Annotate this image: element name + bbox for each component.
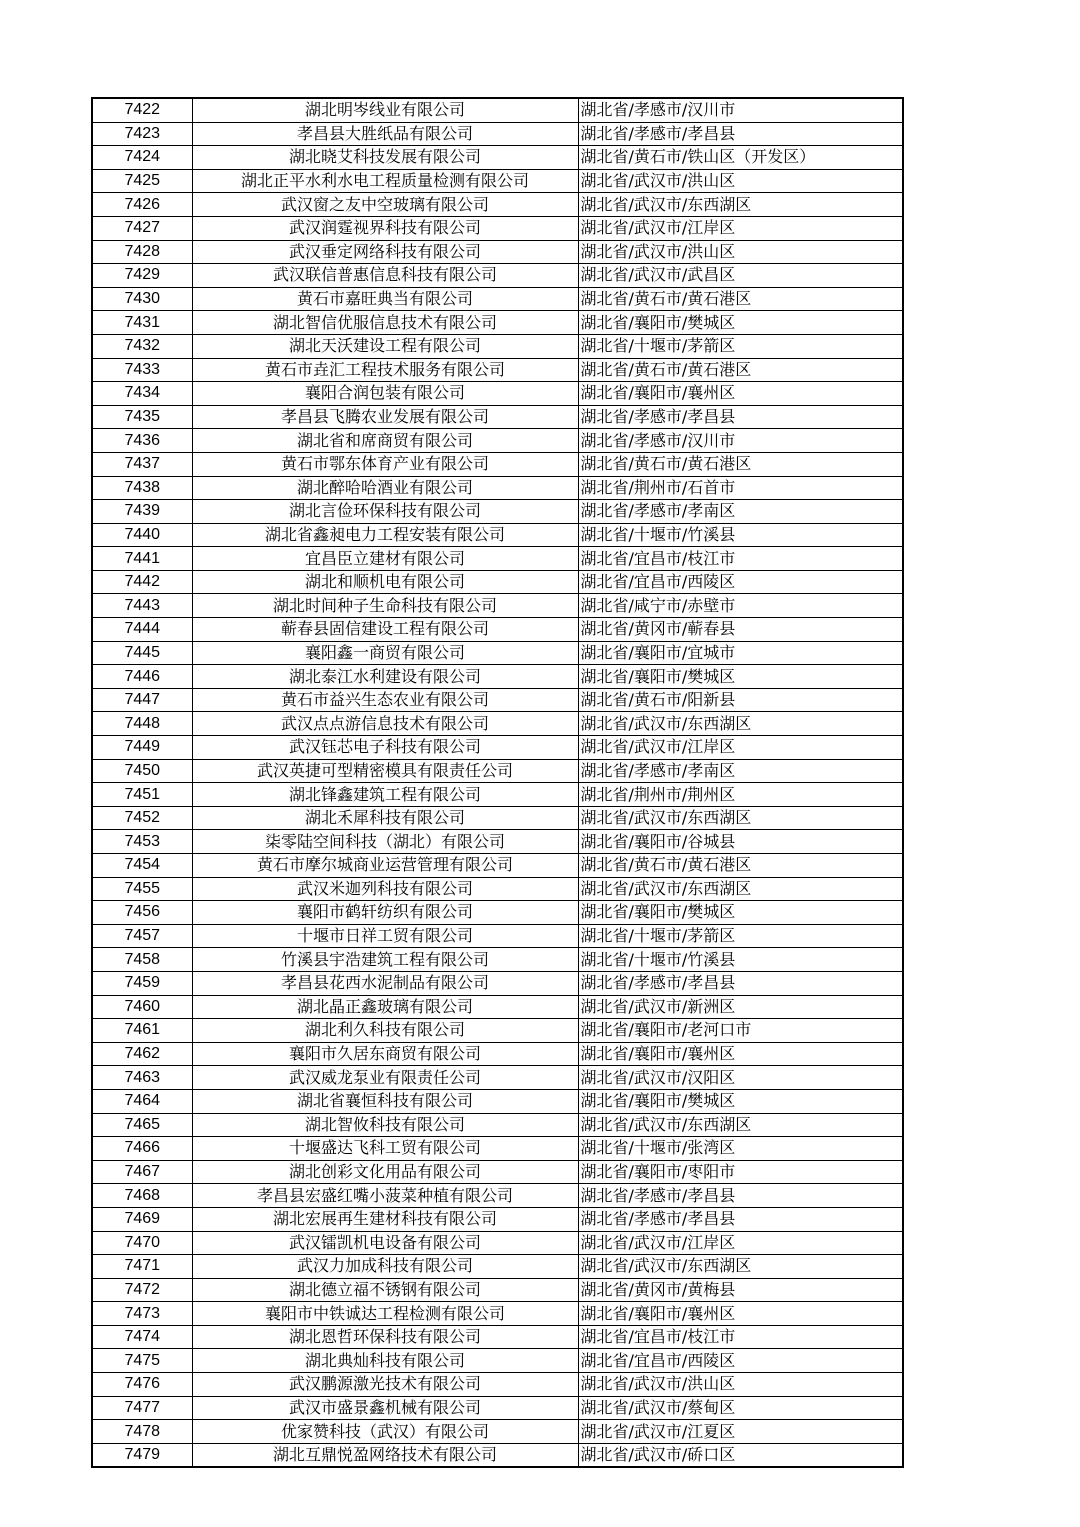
company-name-cell: 襄阳市鹤轩纺织有限公司 (192, 901, 578, 925)
region-cell: 湖北省/襄阳市/宜城市 (578, 641, 903, 665)
region-cell: 湖北省/十堰市/竹溪县 (578, 948, 903, 972)
row-number-cell: 7447 (92, 688, 192, 712)
region-cell: 湖北省/十堰市/竹溪县 (578, 523, 903, 547)
company-name-cell: 湖北智信优服信息技术有限公司 (192, 311, 578, 335)
row-number-cell: 7458 (92, 948, 192, 972)
row-number-cell: 7454 (92, 854, 192, 878)
row-number-cell: 7437 (92, 452, 192, 476)
region-cell: 湖北省/黄石市/黄石港区 (578, 358, 903, 382)
table-row (92, 122, 903, 146)
region-cell: 湖北省/武汉市/东西湖区 (578, 193, 903, 217)
table-row (92, 429, 903, 453)
table-row (92, 264, 903, 288)
region-cell: 湖北省/武汉市/武昌区 (578, 264, 903, 288)
company-name-cell: 孝昌县飞腾农业发展有限公司 (192, 405, 578, 429)
region-cell: 湖北省/孝感市/孝昌县 (578, 1184, 903, 1208)
region-cell: 湖北省/武汉市/东西湖区 (578, 712, 903, 736)
company-name-cell: 湖北醉哈哈酒业有限公司 (192, 476, 578, 500)
table-row (92, 854, 903, 878)
row-number-cell: 7445 (92, 641, 192, 665)
company-name-cell: 武汉联信普惠信息科技有限公司 (192, 264, 578, 288)
row-number-cell: 7423 (92, 122, 192, 146)
region-cell: 湖北省/武汉市/硚口区 (578, 1443, 903, 1467)
region-cell: 湖北省/武汉市/江夏区 (578, 1420, 903, 1444)
region-cell: 湖北省/黄石市/铁山区（开发区） (578, 146, 903, 170)
region-cell: 湖北省/孝感市/孝昌县 (578, 971, 903, 995)
company-name-cell: 湖北晓艾科技发展有限公司 (192, 146, 578, 170)
company-name-cell: 湖北言俭环保科技有限公司 (192, 500, 578, 524)
row-number-cell: 7467 (92, 1160, 192, 1184)
row-number-cell: 7466 (92, 1137, 192, 1161)
row-number-cell: 7448 (92, 712, 192, 736)
region-cell: 湖北省/黄石市/阳新县 (578, 688, 903, 712)
row-number-cell: 7476 (92, 1373, 192, 1397)
table-row (92, 924, 903, 948)
table-row (92, 1066, 903, 1090)
region-cell: 湖北省/黄石市/黄石港区 (578, 287, 903, 311)
row-number-cell: 7475 (92, 1349, 192, 1373)
table-row (92, 1302, 903, 1326)
table-row (92, 1349, 903, 1373)
company-name-cell: 武汉鹏源激光技术有限公司 (192, 1373, 578, 1397)
row-number-cell: 7427 (92, 216, 192, 240)
table-row (92, 500, 903, 524)
row-number-cell: 7464 (92, 1089, 192, 1113)
row-number-cell: 7459 (92, 971, 192, 995)
table-row (92, 594, 903, 618)
row-number-cell: 7438 (92, 476, 192, 500)
row-number-cell: 7436 (92, 429, 192, 453)
row-number-cell: 7422 (92, 98, 192, 122)
table-row (92, 665, 903, 689)
table-row (92, 193, 903, 217)
company-name-cell: 襄阳市久居东商贸有限公司 (192, 1042, 578, 1066)
row-number-cell: 7435 (92, 405, 192, 429)
region-cell: 湖北省/襄阳市/枣阳市 (578, 1160, 903, 1184)
company-name-cell: 湖北正平水利水电工程质量检测有限公司 (192, 169, 578, 193)
row-number-cell: 7479 (92, 1443, 192, 1467)
company-name-cell: 湖北省襄恒科技有限公司 (192, 1089, 578, 1113)
table-row (92, 948, 903, 972)
company-name-cell: 湖北德立福不锈钢有限公司 (192, 1278, 578, 1302)
company-name-cell: 武汉钰芯电子科技有限公司 (192, 736, 578, 760)
table-row (92, 901, 903, 925)
company-name-cell: 湖北时间种子生命科技有限公司 (192, 594, 578, 618)
row-number-cell: 7431 (92, 311, 192, 335)
region-cell: 湖北省/襄阳市/老河口市 (578, 1019, 903, 1043)
row-number-cell: 7425 (92, 169, 192, 193)
region-cell: 湖北省/武汉市/江岸区 (578, 1231, 903, 1255)
table-row (92, 240, 903, 264)
table-row (92, 688, 903, 712)
region-cell: 湖北省/宜昌市/枝江市 (578, 1325, 903, 1349)
region-cell: 湖北省/襄阳市/襄州区 (578, 1042, 903, 1066)
region-cell: 湖北省/武汉市/汉阳区 (578, 1066, 903, 1090)
company-name-cell: 武汉镭凯机电设备有限公司 (192, 1231, 578, 1255)
company-name-cell: 黄石市益兴生态农业有限公司 (192, 688, 578, 712)
region-cell: 湖北省/荆州市/石首市 (578, 476, 903, 500)
company-name-cell: 湖北晶正鑫玻璃有限公司 (192, 995, 578, 1019)
table-row (92, 1373, 903, 1397)
company-name-cell: 十堰市日祥工贸有限公司 (192, 924, 578, 948)
region-cell: 湖北省/襄阳市/襄州区 (578, 382, 903, 406)
region-cell: 湖北省/荆州市/荆州区 (578, 783, 903, 807)
company-name-cell: 襄阳市中铁诚达工程检测有限公司 (192, 1302, 578, 1326)
table-row (92, 452, 903, 476)
row-number-cell: 7449 (92, 736, 192, 760)
region-cell: 湖北省/宜昌市/枝江市 (578, 547, 903, 571)
company-name-cell: 湖北锋鑫建筑工程有限公司 (192, 783, 578, 807)
company-name-cell: 襄阳鑫一商贸有限公司 (192, 641, 578, 665)
table-row (92, 334, 903, 358)
region-cell: 湖北省/黄石市/黄石港区 (578, 452, 903, 476)
table-row (92, 641, 903, 665)
company-name-cell: 优家赞科技（武汉）有限公司 (192, 1420, 578, 1444)
table-row (92, 1443, 903, 1467)
table-row (92, 830, 903, 854)
table-row (92, 1042, 903, 1066)
row-number-cell: 7440 (92, 523, 192, 547)
region-cell: 湖北省/孝感市/孝南区 (578, 759, 903, 783)
row-number-cell: 7470 (92, 1231, 192, 1255)
row-number-cell: 7473 (92, 1302, 192, 1326)
region-cell: 湖北省/武汉市/新洲区 (578, 995, 903, 1019)
region-cell: 湖北省/武汉市/蔡甸区 (578, 1396, 903, 1420)
row-number-cell: 7434 (92, 382, 192, 406)
table-row (92, 759, 903, 783)
row-number-cell: 7469 (92, 1207, 192, 1231)
region-cell: 湖北省/襄阳市/樊城区 (578, 665, 903, 689)
table-row (92, 877, 903, 901)
region-cell: 湖北省/黄冈市/蕲春县 (578, 618, 903, 642)
table-row (92, 405, 903, 429)
region-cell: 湖北省/孝感市/孝昌县 (578, 122, 903, 146)
table-row (92, 1420, 903, 1444)
region-cell: 湖北省/武汉市/洪山区 (578, 240, 903, 264)
row-number-cell: 7428 (92, 240, 192, 264)
table-row (92, 1278, 903, 1302)
company-name-cell: 柒零陆空间科技（湖北）有限公司 (192, 830, 578, 854)
row-number-cell: 7457 (92, 924, 192, 948)
company-name-cell: 湖北和顺机电有限公司 (192, 570, 578, 594)
company-name-cell: 武汉力加成科技有限公司 (192, 1255, 578, 1279)
row-number-cell: 7478 (92, 1420, 192, 1444)
row-number-cell: 7453 (92, 830, 192, 854)
company-name-cell: 湖北典灿科技有限公司 (192, 1349, 578, 1373)
region-cell: 湖北省/咸宁市/赤壁市 (578, 594, 903, 618)
company-name-cell: 武汉窗之友中空玻璃有限公司 (192, 193, 578, 217)
company-name-cell: 黄石市垚汇工程技术服务有限公司 (192, 358, 578, 382)
row-number-cell: 7433 (92, 358, 192, 382)
region-cell: 湖北省/孝感市/汉川市 (578, 98, 903, 122)
company-name-cell: 十堰盛达飞科工贸有限公司 (192, 1137, 578, 1161)
table-row (92, 523, 903, 547)
company-name-cell: 湖北省和席商贸有限公司 (192, 429, 578, 453)
company-name-cell: 湖北利久科技有限公司 (192, 1019, 578, 1043)
company-name-cell: 黄石市嘉旺典当有限公司 (192, 287, 578, 311)
company-name-cell: 蕲春县固信建设工程有限公司 (192, 618, 578, 642)
region-cell: 湖北省/十堰市/茅箭区 (578, 924, 903, 948)
table-row (92, 1231, 903, 1255)
table-row (92, 216, 903, 240)
table-row (92, 1396, 903, 1420)
company-name-cell: 武汉威龙泵业有限责任公司 (192, 1066, 578, 1090)
company-list-body (92, 98, 903, 1467)
company-name-cell: 湖北省鑫昶电力工程安装有限公司 (192, 523, 578, 547)
row-number-cell: 7432 (92, 334, 192, 358)
table-row (92, 98, 903, 122)
table-row (92, 1137, 903, 1161)
region-cell: 湖北省/黄石市/黄石港区 (578, 854, 903, 878)
table-row (92, 547, 903, 571)
row-number-cell: 7477 (92, 1396, 192, 1420)
row-number-cell: 7430 (92, 287, 192, 311)
table-row (92, 971, 903, 995)
table-row (92, 169, 903, 193)
region-cell: 湖北省/武汉市/东西湖区 (578, 877, 903, 901)
company-name-cell: 孝昌县大胜纸品有限公司 (192, 122, 578, 146)
company-name-cell: 湖北天沃建设工程有限公司 (192, 334, 578, 358)
table-row (92, 1184, 903, 1208)
region-cell: 湖北省/孝感市/孝南区 (578, 500, 903, 524)
company-name-cell: 孝昌县花西水泥制品有限公司 (192, 971, 578, 995)
table-row (92, 1019, 903, 1043)
company-name-cell: 襄阳合润包装有限公司 (192, 382, 578, 406)
region-cell: 湖北省/宜昌市/西陵区 (578, 1349, 903, 1373)
table-row (92, 570, 903, 594)
row-number-cell: 7439 (92, 500, 192, 524)
row-number-cell: 7474 (92, 1325, 192, 1349)
row-number-cell: 7460 (92, 995, 192, 1019)
region-cell: 湖北省/襄阳市/樊城区 (578, 901, 903, 925)
company-list-table (91, 97, 904, 1468)
row-number-cell: 7462 (92, 1042, 192, 1066)
region-cell: 湖北省/十堰市/张湾区 (578, 1137, 903, 1161)
row-number-cell: 7441 (92, 547, 192, 571)
company-name-cell: 武汉垂定网络科技有限公司 (192, 240, 578, 264)
table-row (92, 783, 903, 807)
region-cell: 湖北省/襄阳市/樊城区 (578, 311, 903, 335)
row-number-cell: 7452 (92, 806, 192, 830)
region-cell: 湖北省/孝感市/孝昌县 (578, 1207, 903, 1231)
company-name-cell: 竹溪县宇浩建筑工程有限公司 (192, 948, 578, 972)
table-row (92, 1207, 903, 1231)
table-row (92, 806, 903, 830)
table-row (92, 1160, 903, 1184)
region-cell: 湖北省/宜昌市/西陵区 (578, 570, 903, 594)
table-row (92, 736, 903, 760)
region-cell: 湖北省/襄阳市/樊城区 (578, 1089, 903, 1113)
company-name-cell: 孝昌县宏盛红嘴小菠菜种植有限公司 (192, 1184, 578, 1208)
row-number-cell: 7465 (92, 1113, 192, 1137)
table-row (92, 1325, 903, 1349)
company-name-cell: 武汉米迦列科技有限公司 (192, 877, 578, 901)
region-cell: 湖北省/武汉市/东西湖区 (578, 1113, 903, 1137)
region-cell: 湖北省/孝感市/汉川市 (578, 429, 903, 453)
company-name-cell: 湖北泰江水利建设有限公司 (192, 665, 578, 689)
region-cell: 湖北省/武汉市/东西湖区 (578, 806, 903, 830)
company-name-cell: 湖北明岑线业有限公司 (192, 98, 578, 122)
table-row (92, 476, 903, 500)
row-number-cell: 7468 (92, 1184, 192, 1208)
region-cell: 湖北省/武汉市/洪山区 (578, 1373, 903, 1397)
region-cell: 湖北省/武汉市/洪山区 (578, 169, 903, 193)
row-number-cell: 7429 (92, 264, 192, 288)
row-number-cell: 7442 (92, 570, 192, 594)
row-number-cell: 7424 (92, 146, 192, 170)
table-row (92, 712, 903, 736)
region-cell: 湖北省/襄阳市/襄州区 (578, 1302, 903, 1326)
company-name-cell: 湖北宏展再生建材科技有限公司 (192, 1207, 578, 1231)
region-cell: 湖北省/孝感市/孝昌县 (578, 405, 903, 429)
region-cell: 湖北省/十堰市/茅箭区 (578, 334, 903, 358)
table-row (92, 382, 903, 406)
row-number-cell: 7426 (92, 193, 192, 217)
region-cell: 湖北省/武汉市/东西湖区 (578, 1255, 903, 1279)
company-name-cell: 黄石市摩尔城商业运营管理有限公司 (192, 854, 578, 878)
row-number-cell: 7456 (92, 901, 192, 925)
table-row (92, 311, 903, 335)
table-row (92, 1089, 903, 1113)
table-row (92, 618, 903, 642)
region-cell: 湖北省/襄阳市/谷城县 (578, 830, 903, 854)
company-name-cell: 湖北恩哲环保科技有限公司 (192, 1325, 578, 1349)
row-number-cell: 7450 (92, 759, 192, 783)
company-name-cell: 黄石市鄂东体育产业有限公司 (192, 452, 578, 476)
company-name-cell: 宜昌臣立建材有限公司 (192, 547, 578, 571)
region-cell: 湖北省/武汉市/江岸区 (578, 736, 903, 760)
row-number-cell: 7443 (92, 594, 192, 618)
table-row (92, 995, 903, 1019)
row-number-cell: 7472 (92, 1278, 192, 1302)
company-name-cell: 湖北禾犀科技有限公司 (192, 806, 578, 830)
table-row (92, 358, 903, 382)
company-name-cell: 武汉点点游信息技术有限公司 (192, 712, 578, 736)
row-number-cell: 7471 (92, 1255, 192, 1279)
company-name-cell: 湖北互鼎悦盈网络技术有限公司 (192, 1443, 578, 1467)
row-number-cell: 7461 (92, 1019, 192, 1043)
row-number-cell: 7455 (92, 877, 192, 901)
table-row (92, 1255, 903, 1279)
company-name-cell: 武汉润霆视界科技有限公司 (192, 216, 578, 240)
company-name-cell: 武汉市盛景鑫机械有限公司 (192, 1396, 578, 1420)
table-row (92, 146, 903, 170)
region-cell: 湖北省/黄冈市/黄梅县 (578, 1278, 903, 1302)
table-row (92, 1113, 903, 1137)
row-number-cell: 7444 (92, 618, 192, 642)
table-row (92, 287, 903, 311)
row-number-cell: 7463 (92, 1066, 192, 1090)
company-name-cell: 武汉英捷可型精密模具有限责任公司 (192, 759, 578, 783)
region-cell: 湖北省/武汉市/江岸区 (578, 216, 903, 240)
row-number-cell: 7451 (92, 783, 192, 807)
company-name-cell: 湖北智攸科技有限公司 (192, 1113, 578, 1137)
company-name-cell: 湖北创彩文化用品有限公司 (192, 1160, 578, 1184)
row-number-cell: 7446 (92, 665, 192, 689)
